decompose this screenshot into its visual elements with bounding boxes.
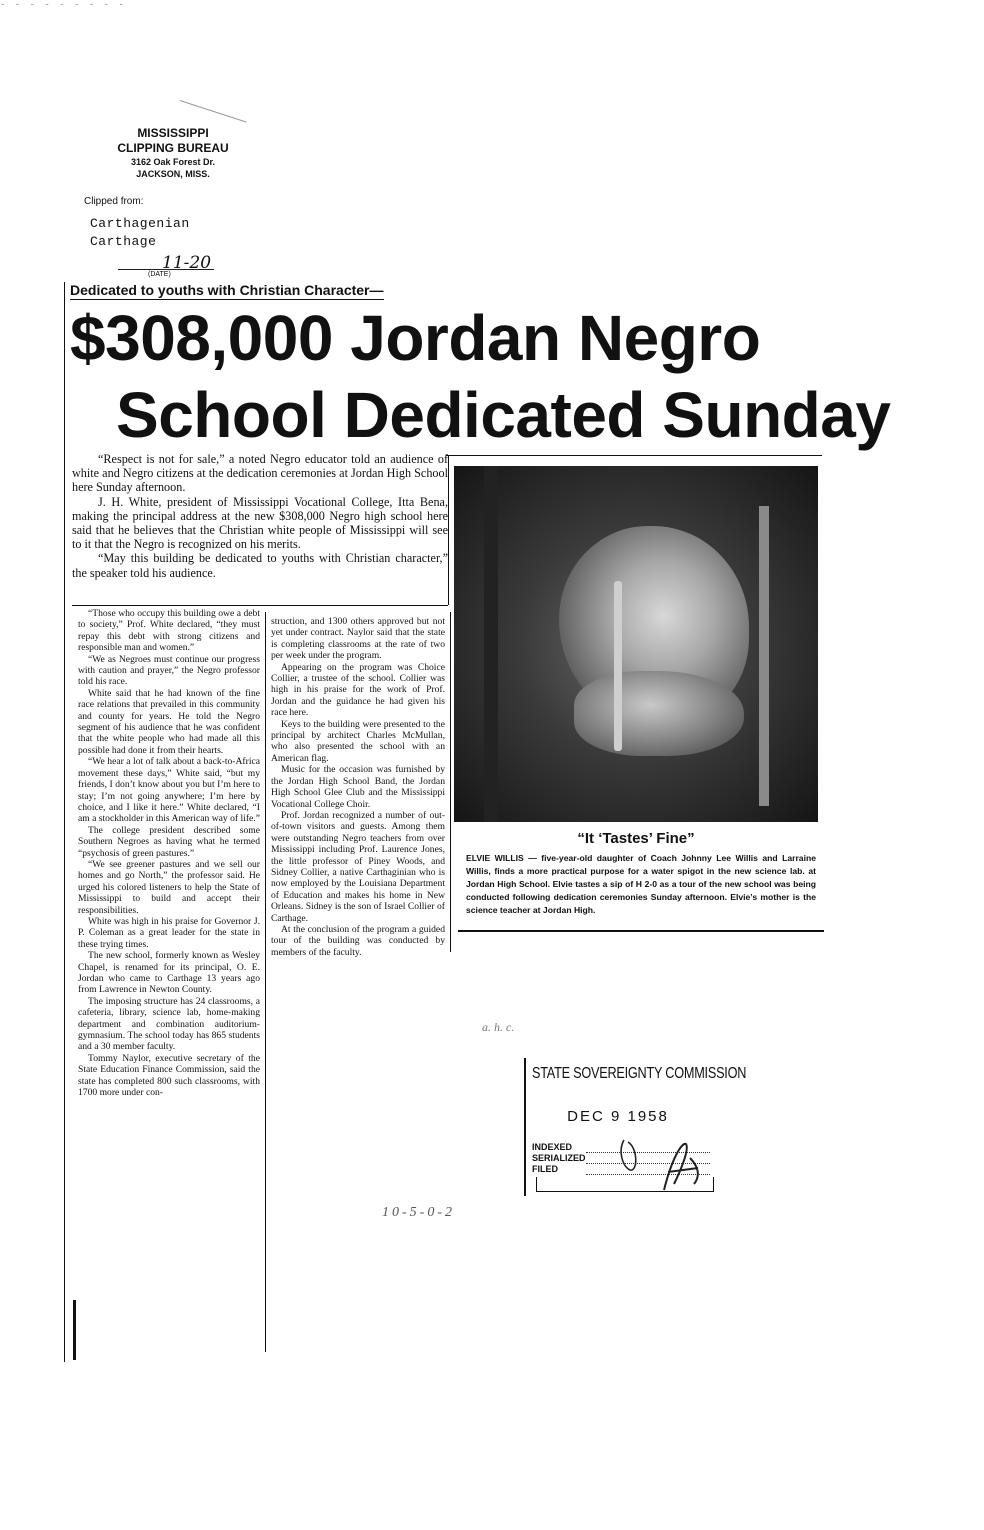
bureau-name-line1: MISSISSIPPI xyxy=(137,126,209,140)
article-column-1 xyxy=(78,608,260,1098)
photo-shadow xyxy=(484,466,498,822)
column-paragraph: The imposing structure has 24 classrooms, a cafeteria, library, science lab, home-making department and combination auditorium-gymnasium. The school today has 865 students and a 30 member faculty. xyxy=(78,995,260,1053)
stamp-title: STATE SOVEREIGNTY COMMISSION xyxy=(532,1065,747,1082)
lead-right-rule xyxy=(448,455,449,605)
bureau-name-line2: CLIPPING BUREAU xyxy=(117,141,229,155)
corner-marks: - - - - - - - - - xyxy=(0,0,126,10)
bureau-address-line2: JACKSON, MISS. xyxy=(136,169,210,179)
column-paragraph: Tommy Naylor, executive secretary of the State Education Finance Commission, said the state has completed 800 such classrooms, with 1700 more under con- xyxy=(78,1052,260,1099)
bureau-address-line1: 3162 Oak Forest Dr. xyxy=(130,157,216,167)
caption-bottom-rule xyxy=(458,930,824,932)
news-photo xyxy=(454,466,818,822)
column-paragraph: The college president described some Southern Negroes as having what he termed “psychosis of green pastures.” xyxy=(78,824,260,859)
column-paragraph: The new school, formerly known as Wesley Chapel, is renamed for its principal, O. E. Jordan who came to Carthage 13 years ago from Lawrence in Newton County. xyxy=(78,950,260,996)
stamp-filed-label: FILED xyxy=(532,1164,558,1174)
column-paragraph: “We see greener pastures and we sell our homes and go North,” the professor said. He urged his colored listeners to help the State of Mississippi to build and accept their responsibilities. xyxy=(78,858,260,916)
column-divider xyxy=(265,612,266,1352)
clipping-left-border xyxy=(64,282,65,1362)
pen-mark xyxy=(180,100,247,123)
stamp-initials-signature xyxy=(616,1128,716,1198)
source-paper-name: Carthagenian xyxy=(90,216,190,231)
stamp-serialized-label: SERIALIZED xyxy=(532,1153,586,1163)
lead-paragraph: “Respect is not for sale,” a noted Negro educator told an audience of white and Negro citizens at the dedication ceremonies at Jordan High School here Sunday afternoon. xyxy=(72,452,448,495)
source-city: Carthage xyxy=(90,234,157,249)
handwritten-date: 11-20 xyxy=(162,253,212,273)
article-column-2 xyxy=(271,616,445,958)
handwritten-number: 10-5-0-2 xyxy=(382,1205,455,1220)
stamp-indexed-label: INDEXED xyxy=(532,1142,573,1152)
photo-pipe xyxy=(759,506,769,806)
column2-right-rule xyxy=(450,612,451,952)
clipping-bureau-header xyxy=(78,126,268,180)
column-paragraph: Keys to the building were presented to the principal by architect Charles McMullan, who also presented the school with an American flag. xyxy=(271,718,445,764)
lead-paragraph: J. H. White, president of Mississippi Vocational College, Itta Bena, making the principal address at the new $308,000 Negro high school here said that he believes that the Christian white people of Mississippi will see to it that the Negro is recognized on his merits. xyxy=(72,494,448,552)
headline-line1: $308,000 Jordan Negro xyxy=(70,302,761,374)
lead-paragraph: “May this building be dedicated to youths with Christian character,” the speaker told his audience. xyxy=(72,551,448,580)
headline-line2: School Dedicated Sunday xyxy=(116,379,891,451)
column-paragraph: Prof. Jordan recognized a number of out-of-town visitors and guests. Among them were outstanding Negro teachers from over Mississippi including Prof. Laurence Jones, the little professor of Piney Woods, and Sidney Collier, a native Carthaginian who is now employed by the Louisiana Department of Education and makes his home in New Orleans. Sidney is the son of Israel Collier of Carthage. xyxy=(271,809,445,924)
article-lead xyxy=(72,452,448,580)
column-paragraph: Appearing on the program was Choice Collier, a trustee of the school. Collier was high in his praise for the work of Prof. Jordan and the guidance he had given his race here. xyxy=(271,661,445,719)
column-paragraph: At the conclusion of the program a guided tour of the building was conducted by members of the faculty. xyxy=(271,923,445,958)
column-paragraph: “Those who occupy this building owe a debt to society,” Prof. White declared, “they must repay this debt with strong citizens and responsible man and women.” xyxy=(78,608,260,654)
date-label: (DATE) xyxy=(148,271,171,278)
source-newspaper xyxy=(90,215,190,251)
stamp-date: DEC 9 1958 xyxy=(567,1108,669,1125)
column-paragraph: White was high in his praise for Governor J. P. Coleman as a great leader for the state in these trying times. xyxy=(78,915,260,950)
clipped-from-label: Clipped from: xyxy=(84,196,144,207)
column-paragraph: White said that he had known of the fine race relations that prevailed in this community and county for years. He told the Negro segment of his audience that he was confident that the white people who had made all this possible had done it from their hearts. xyxy=(78,687,260,756)
date-line xyxy=(118,269,214,270)
photo-girl-hand xyxy=(574,671,744,756)
column-paragraph: “We hear a lot of talk about a back-to-Africa movement these days,” White said, “but my friends, I don’t know about you but I’m here to stay; I’m not going anywhere; I’m here by choice, and I like it here.” White declared, “I am a stockholder in this American way of life.” xyxy=(78,756,260,825)
photo-water-spigot xyxy=(614,581,622,751)
column-paragraph: struction, and 1300 others approved but not yet under contract. Naylor said that the state is completing classrooms at the rate of two per week under the program. xyxy=(271,616,445,662)
photo-caption-text: ELVIE WILLIS — five-year-old daughter of Coach Johnny Lee Willis and Larraine Willis, finds a more practical purpose for a water spigot in the new science lab. at Jordan High School. Elvie tastes a sip of H 2-0 as a tour of the new school was being conducted following dedication ceremonies Sunday afternoon. Elvie’s mother is the science teacher at Jordan High. xyxy=(466,853,816,915)
column-paragraph: “We as Negroes must continue our progress with caution and prayer,” the Negro professor told his race. xyxy=(78,653,260,688)
article-kicker: Dedicated to youths with Christian Character— xyxy=(70,282,384,298)
handwritten-note: a. h. c. xyxy=(482,1020,515,1034)
clipping-left-mark xyxy=(73,1300,76,1360)
column-paragraph: Music for the occasion was furnished by the Jordan High School Band, the Jordan High School Glee Club and the Mississippi Vocational College Choir. xyxy=(271,764,445,810)
photo-top-rule xyxy=(446,455,822,456)
lead-bottom-rule xyxy=(72,605,448,606)
photo-caption-title: “It ‘Tastes’ Fine” xyxy=(577,830,695,847)
